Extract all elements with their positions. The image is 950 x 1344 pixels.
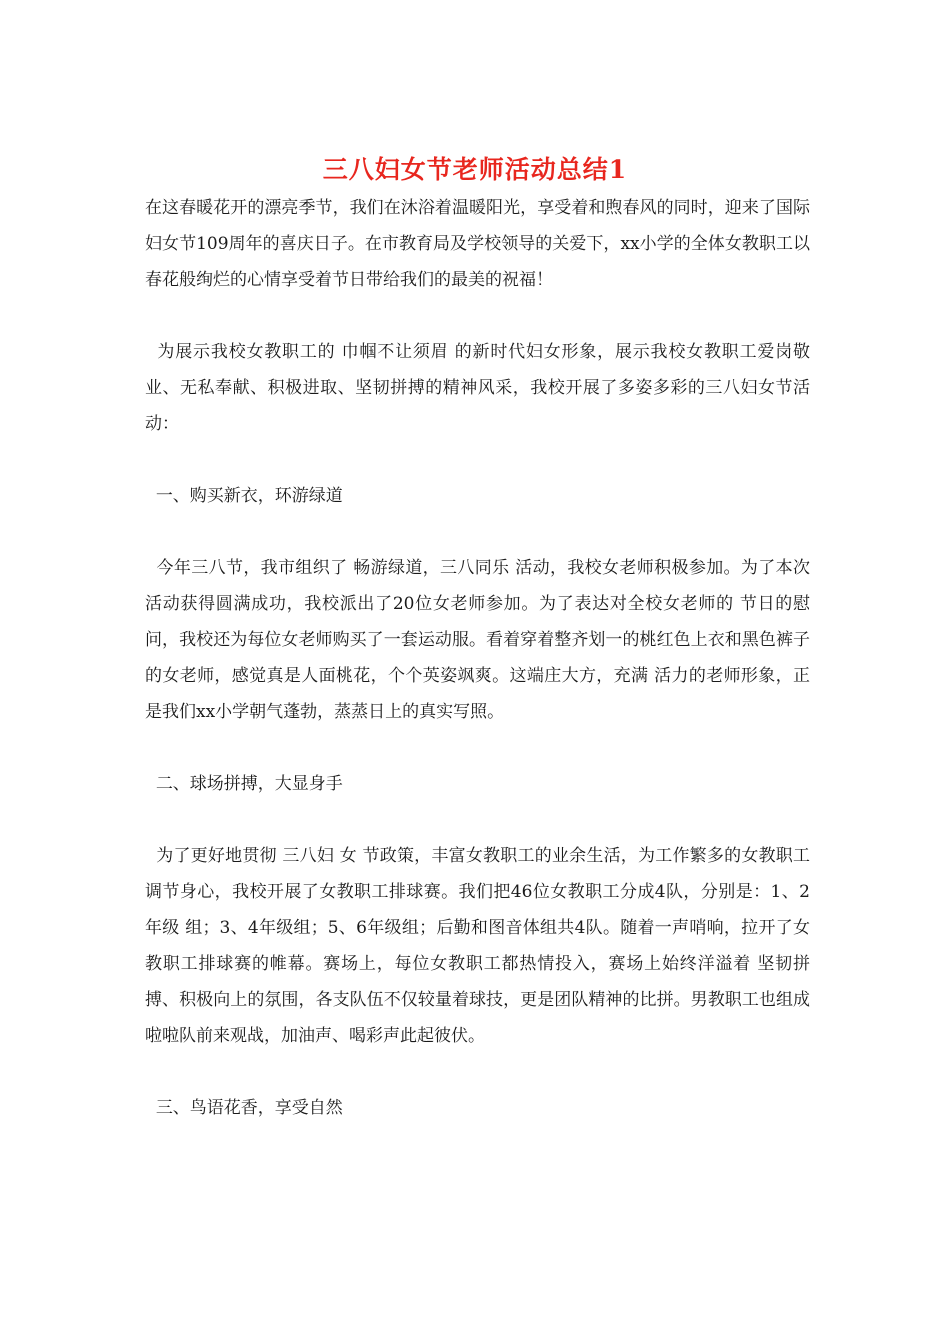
section-heading-2: 二、球场拼搏，大显身手	[145, 774, 343, 794]
section-heading-3: 三、鸟语花香，享受自然	[145, 1098, 343, 1118]
document-body	[145, 190, 810, 1162]
purpose-paragraph: 为展示我校女教职工的 巾帼不让须眉 的新时代妇女形象，展示我校女教职工爱岗敬业、无私奉献、积极进取、坚韧拼搏的精神风采，我校开展了多姿多彩的三八妇女节活动：	[145, 342, 810, 434]
document-title: 三八妇女节老师活动总结1	[322, 155, 628, 184]
section-2-paragraph: 为了更好地贯彻 三八妇 女 节政策，丰富女教职工的业余生活，为工作繁多的女教职工调节身心，我校开展了女教职工排球赛。我们把46位女教职工分成4队，分别是：1、2年级 组；3、4年级组；5、6年级组；后勤和图音体组共4队。随着一声哨响，拉开了女教职工排球赛的帷幕。赛场上，每位女教职工都热情投入，赛场上始终洋溢着 坚韧拼搏、积极向上的氛围，各支队伍不仅较量着球技，更是团队精神的比拼。男教职工也组成啦啦队前来观战，加油声、喝彩声此起彼伏。	[145, 846, 810, 1046]
section-heading-1: 一、购买新衣，环游绿道	[145, 486, 343, 506]
section-1-paragraph: 今年三八节，我市组织了 畅游绿道，三八同乐 活动，我校女老师积极参加。为了本次活动获得圆满成功，我校派出了20位女老师参加。为了表达对全校女老师的 节日的慰问，我校还为每位女老师购买了一套运动服。看着穿着整齐划一的桃红色上衣和黑色裤子的女老师，感觉真是人面桃花，个个英姿飒爽。这端庄大方，充满 活力的老师形象，正是我们xx小学朝气蓬勃，蒸蒸日上的真实写照。	[145, 558, 810, 722]
intro-paragraph: 在这春暖花开的漂亮季节，我们在沐浴着温暖阳光，享受着和煦春风的同时，迎来了国际妇女节109周年的喜庆日子。在市教育局及学校领导的关爱下，xx小学的全体女教职工以春花般绚烂的心情享受着节日带给我们的最美的祝福！	[145, 198, 810, 290]
